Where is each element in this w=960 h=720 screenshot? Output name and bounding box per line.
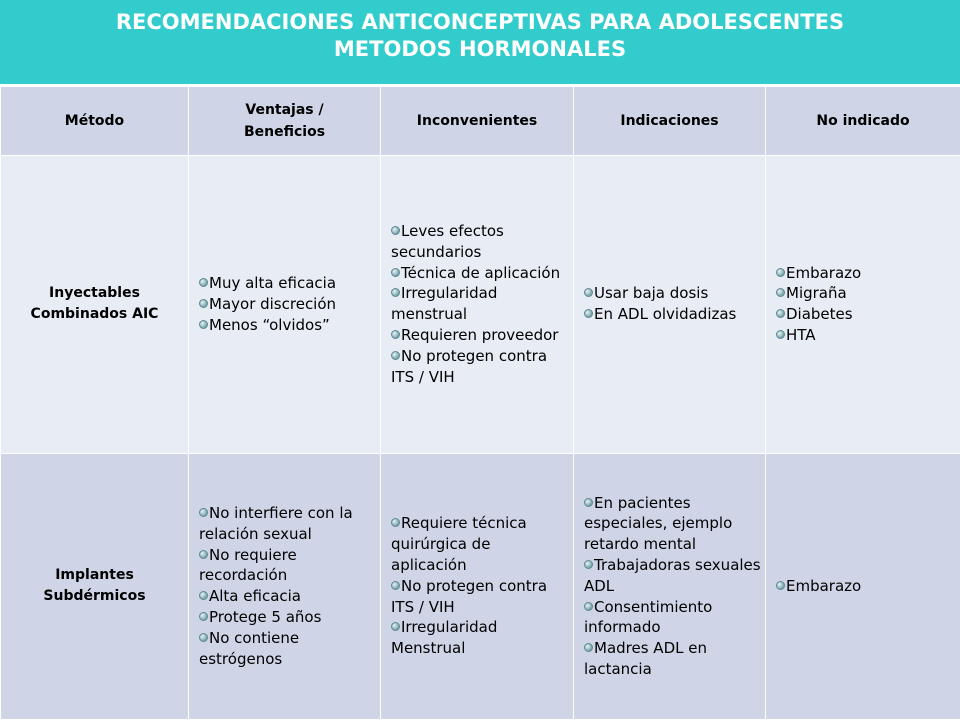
list-item-text: Técnica de aplicación xyxy=(401,263,561,282)
list-item-text: Embarazo xyxy=(786,263,862,282)
list-item xyxy=(391,346,569,388)
list-item xyxy=(391,263,569,284)
list-item xyxy=(199,273,376,294)
round-bullet-icon xyxy=(776,268,785,277)
round-bullet-icon xyxy=(199,591,208,600)
indicaciones-cell xyxy=(574,156,766,454)
header-indicaciones: Indicaciones xyxy=(574,86,766,156)
list-item xyxy=(391,617,569,659)
list-item-text: En pacientes especiales, ejemplo retardo mental xyxy=(584,493,733,554)
bullet-list xyxy=(199,273,376,335)
header-metodo: Método xyxy=(1,86,189,156)
list-item-text: Consentimiento informado xyxy=(584,597,713,637)
list-item-text: Menos “olvidos” xyxy=(209,315,330,334)
round-bullet-icon xyxy=(584,643,593,652)
list-item-text: No requiere recordación xyxy=(199,545,297,585)
list-item-text: Madres ADL en lactancia xyxy=(584,639,707,679)
title-line-2: METODOS HORMONALES xyxy=(333,37,627,61)
bullet-list xyxy=(391,221,569,387)
list-item xyxy=(584,555,761,597)
list-item xyxy=(776,576,956,597)
list-item xyxy=(199,315,376,336)
list-item xyxy=(584,638,761,680)
round-bullet-icon xyxy=(584,560,593,569)
list-item-text: Irregularidad menstrual xyxy=(391,284,498,324)
list-item-text: No contiene estrógenos xyxy=(199,628,300,668)
list-item xyxy=(199,503,376,545)
round-bullet-icon xyxy=(584,288,593,297)
list-item xyxy=(391,283,569,325)
bullet-list xyxy=(584,493,761,680)
header-inconvenientes: Inconvenientes xyxy=(381,86,574,156)
list-item xyxy=(584,597,761,639)
slide-title xyxy=(0,0,960,84)
round-bullet-icon xyxy=(199,278,208,287)
round-bullet-icon xyxy=(199,320,208,329)
list-item-text: Mayor discreción xyxy=(209,294,337,313)
bullet-list xyxy=(776,263,956,346)
ventajas-cell xyxy=(189,453,381,719)
list-item-text: Requieren proveedor xyxy=(401,326,559,345)
header-row xyxy=(1,86,960,156)
round-bullet-icon xyxy=(391,581,400,590)
bullet-list xyxy=(776,576,956,597)
list-item xyxy=(391,576,569,618)
bullet-list xyxy=(391,513,569,659)
list-item xyxy=(776,304,956,325)
list-item xyxy=(391,221,569,263)
list-item-text: No protegen contra ITS / VIH xyxy=(391,576,548,616)
table-row xyxy=(1,453,960,719)
list-item xyxy=(584,304,761,325)
list-item xyxy=(391,325,569,346)
method-cell: Inyectables Combinados AIC xyxy=(1,156,189,454)
list-item xyxy=(199,545,376,587)
list-item-text: Trabajadoras sexuales ADL xyxy=(584,556,761,595)
round-bullet-icon xyxy=(391,622,400,631)
list-item xyxy=(776,325,956,346)
round-bullet-icon xyxy=(199,299,208,308)
round-bullet-icon xyxy=(391,351,400,360)
title-line-1: RECOMENDACIONES ANTICONCEPTIVAS PARA ADOLESCENTES xyxy=(115,10,845,34)
list-item-text: Protege 5 años xyxy=(209,608,322,627)
list-item xyxy=(776,283,956,304)
round-bullet-icon xyxy=(199,633,208,642)
inconvenientes-cell xyxy=(381,156,574,454)
round-bullet-icon xyxy=(391,288,400,297)
list-item-text: Requiere técnica quirúrgica de aplicación xyxy=(391,514,527,575)
round-bullet-icon xyxy=(199,550,208,559)
list-item xyxy=(584,283,761,304)
round-bullet-icon xyxy=(199,612,208,621)
indicaciones-cell xyxy=(574,453,766,719)
round-bullet-icon xyxy=(584,498,593,507)
list-item-text: Leves efectos secundarios xyxy=(391,222,504,261)
list-item-text: Alta eficacia xyxy=(209,587,301,606)
table-row xyxy=(1,156,960,454)
method-cell: Implantes Subdérmicos xyxy=(1,453,189,719)
list-item xyxy=(199,586,376,607)
list-item-text: Irregularidad Menstrual xyxy=(391,618,498,658)
round-bullet-icon xyxy=(391,518,400,527)
no-indicado-cell xyxy=(766,156,960,454)
list-item-text: Muy alta eficacia xyxy=(209,274,337,293)
header-no-indicado: No indicado xyxy=(766,86,960,156)
round-bullet-icon xyxy=(584,309,593,318)
list-item-text: Embarazo xyxy=(786,576,862,595)
list-item xyxy=(776,263,956,284)
header-ventajas: Ventajas / Beneficios xyxy=(189,86,381,156)
list-item-text: Diabetes xyxy=(786,305,853,324)
bullet-list xyxy=(199,503,376,669)
no-indicado-cell xyxy=(766,453,960,719)
list-item-text: HTA xyxy=(786,326,816,345)
list-item xyxy=(199,294,376,315)
round-bullet-icon xyxy=(391,330,400,339)
list-item xyxy=(199,607,376,628)
round-bullet-icon xyxy=(776,288,785,297)
list-item-text: En ADL olvidadizas xyxy=(594,305,737,324)
list-item-text: No interfiere con la relación sexual xyxy=(199,504,353,543)
list-item-text: No protegen contra ITS / VIH xyxy=(391,346,548,386)
round-bullet-icon xyxy=(391,226,400,235)
list-item xyxy=(199,628,376,670)
inconvenientes-cell xyxy=(381,453,574,719)
round-bullet-icon xyxy=(584,602,593,611)
list-item xyxy=(391,513,569,575)
list-item xyxy=(584,493,761,555)
recommendations-table xyxy=(0,84,960,720)
list-item-text: Migraña xyxy=(786,284,847,303)
bullet-list xyxy=(584,283,761,325)
round-bullet-icon xyxy=(391,268,400,277)
round-bullet-icon xyxy=(776,581,785,590)
round-bullet-icon xyxy=(776,330,785,339)
round-bullet-icon xyxy=(199,508,208,517)
round-bullet-icon xyxy=(776,309,785,318)
ventajas-cell xyxy=(189,156,381,454)
list-item-text: Usar baja dosis xyxy=(594,284,709,303)
